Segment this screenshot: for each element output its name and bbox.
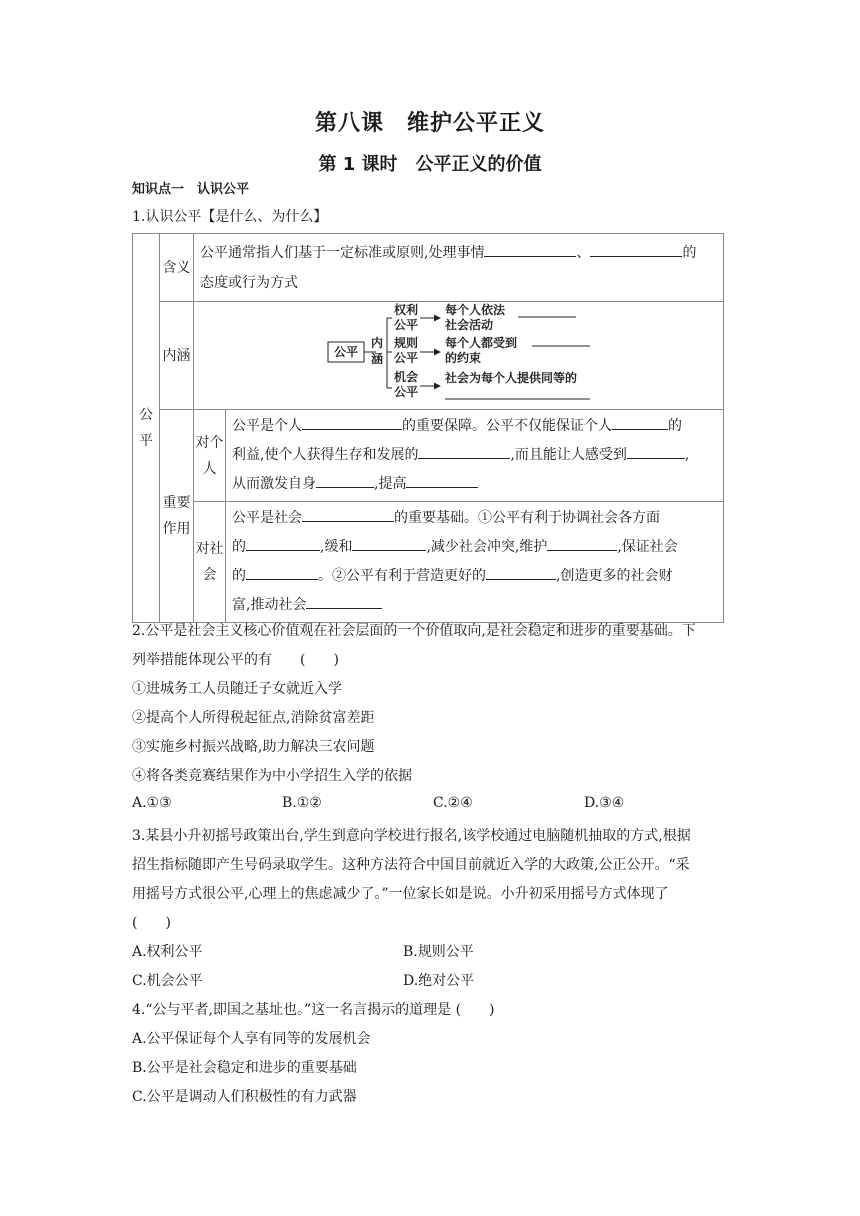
connotation-mid-bottom: 涵 <box>371 352 384 366</box>
q3-stem-line3: 用摇号方式很公平,心理上的焦虑减少了。”一位家长如是说。小升初采用摇号方式体现了 <box>132 886 669 902</box>
blank[interactable] <box>418 444 510 459</box>
q1-heading: 1.认识公平【是什么、为什么】 <box>132 209 328 225</box>
branch-opportunity-name-1: 机会 <box>394 370 419 384</box>
blank[interactable] <box>306 594 382 609</box>
branch-rules-text-1: 每个人都受到 <box>445 336 518 350</box>
branch-rights-text-2: 社会活动 <box>445 318 494 332</box>
q3-option-c[interactable]: C.机会公平 <box>132 973 203 989</box>
meaning-label: 含义 <box>160 234 194 302</box>
blank[interactable] <box>352 536 426 551</box>
blank[interactable] <box>316 473 374 488</box>
q2-item-3: ③实施乡村振兴战略,助力解决三农问题 <box>132 739 375 755</box>
knowledge-point-heading: 知识点一 认识公平 <box>132 182 250 197</box>
role-label: 重要 作用 <box>160 410 194 623</box>
branch-rights-text-1: 每个人依法 <box>445 303 506 317</box>
branch-rules-text-2: 的约束 <box>445 351 482 365</box>
q2-item-1: ①进城务工人员随迁子女就近入学 <box>132 681 342 697</box>
q3-option-d[interactable]: D.绝对公平 <box>403 973 475 989</box>
fairness-root: 公平 <box>333 345 359 359</box>
blank[interactable] <box>246 565 318 580</box>
branch-rights-name-1: 权利 <box>394 303 419 317</box>
q2-option-c[interactable]: C.②④ <box>433 795 473 811</box>
q4-option-b[interactable]: B.公平是社会稳定和进步的重要基础 <box>132 1060 357 1076</box>
individual-label: 对个 人 <box>194 410 226 502</box>
blank[interactable] <box>627 444 685 459</box>
q3-option-b[interactable]: B.规则公平 <box>403 944 474 960</box>
branch-rights-name-2: 公平 <box>394 318 419 332</box>
blank[interactable] <box>612 415 668 430</box>
q2-stem-line1: 2.公平是社会主义核心价值观在社会层面的一个价值取向,是社会稳定和进步的重要基础。下 <box>132 623 696 639</box>
branch-rules-name-1: 规则 <box>394 336 419 350</box>
branch-opportunity-text-1: 社会为每个人提供同等的 <box>445 371 578 385</box>
branch-opportunity-name-2: 公平 <box>394 385 419 399</box>
individual-role-cell: 公平是个人 的重要保障。公平不仅能保证个人 的 利益,使个人获得生存和发展的 ,而且能让人感受到 , 从而激发自身 ,提高 <box>226 410 724 502</box>
blank[interactable] <box>302 507 394 522</box>
blank[interactable] <box>590 242 682 257</box>
q2-option-d[interactable]: D.③④ <box>584 795 625 811</box>
q2-option-b[interactable]: B.①② <box>282 795 322 811</box>
meaning-cell: 公平通常指人们基于一定标准或原则,处理事情 、 的 态度或行为方式 <box>194 234 724 302</box>
connotation-mid-top: 内 <box>371 336 384 350</box>
blank[interactable] <box>547 536 617 551</box>
blank[interactable] <box>406 473 478 488</box>
q4-stem: 4.“公与平者,即国之基址也。”这一名言揭示的道理是 ( ) <box>132 1002 495 1018</box>
q2-option-a[interactable]: A.①③ <box>132 795 172 811</box>
blank[interactable] <box>484 242 576 257</box>
blank[interactable] <box>246 536 320 551</box>
q2-item-2: ②提高个人所得税起征点,消除贫富差距 <box>132 710 375 726</box>
society-role-cell: 公平是社会 的重要基础。①公平有利于协调社会各方面 的 ,缓和 ,减少社会冲突,维护 ,保证社会 的 。②公平有利于营造更好的 ,创造更多的社会财 富,推动社会 <box>226 502 724 623</box>
q3-stem-line4: ( ) <box>132 915 171 931</box>
q3-stem-line2: 招生指标随即产生号码录取学生。这种方法符合中国目前就近入学的大政策,公正公开。“采 <box>132 857 690 873</box>
q4-option-c[interactable]: C.公平是调动人们积极性的有力武器 <box>132 1089 357 1105</box>
q3-option-a[interactable]: A.权利公平 <box>132 944 203 960</box>
branch-rules-name-2: 公平 <box>394 351 419 365</box>
fairness-label: 公 平 <box>133 234 160 623</box>
connotation-diagram-cell <box>194 302 724 410</box>
blank[interactable] <box>486 565 556 580</box>
q2-stem-line2: 列举措能体现公平的有 ( ) <box>132 652 339 668</box>
q4-option-a[interactable]: A.公平保证每个人享有同等的发展机会 <box>132 1031 371 1047</box>
connotation-label: 内涵 <box>160 302 194 410</box>
knowledge-table <box>132 233 724 623</box>
q3-stem-line1: 3.某县小升初摇号政策出台,学生到意向学校进行报名,该学校通过电脑随机抽取的方式,根据 <box>132 828 691 844</box>
society-label: 对社 会 <box>194 502 226 623</box>
connotation-diagram <box>194 302 721 409</box>
q2-item-4: ④将各类竞赛结果作为中小学招生入学的依据 <box>132 768 412 784</box>
page-title: 第八课 维护公平正义 <box>314 111 545 136</box>
blank[interactable] <box>302 415 402 430</box>
lesson-subtitle: 第 1 课时 公平正义的价值 <box>318 154 542 175</box>
